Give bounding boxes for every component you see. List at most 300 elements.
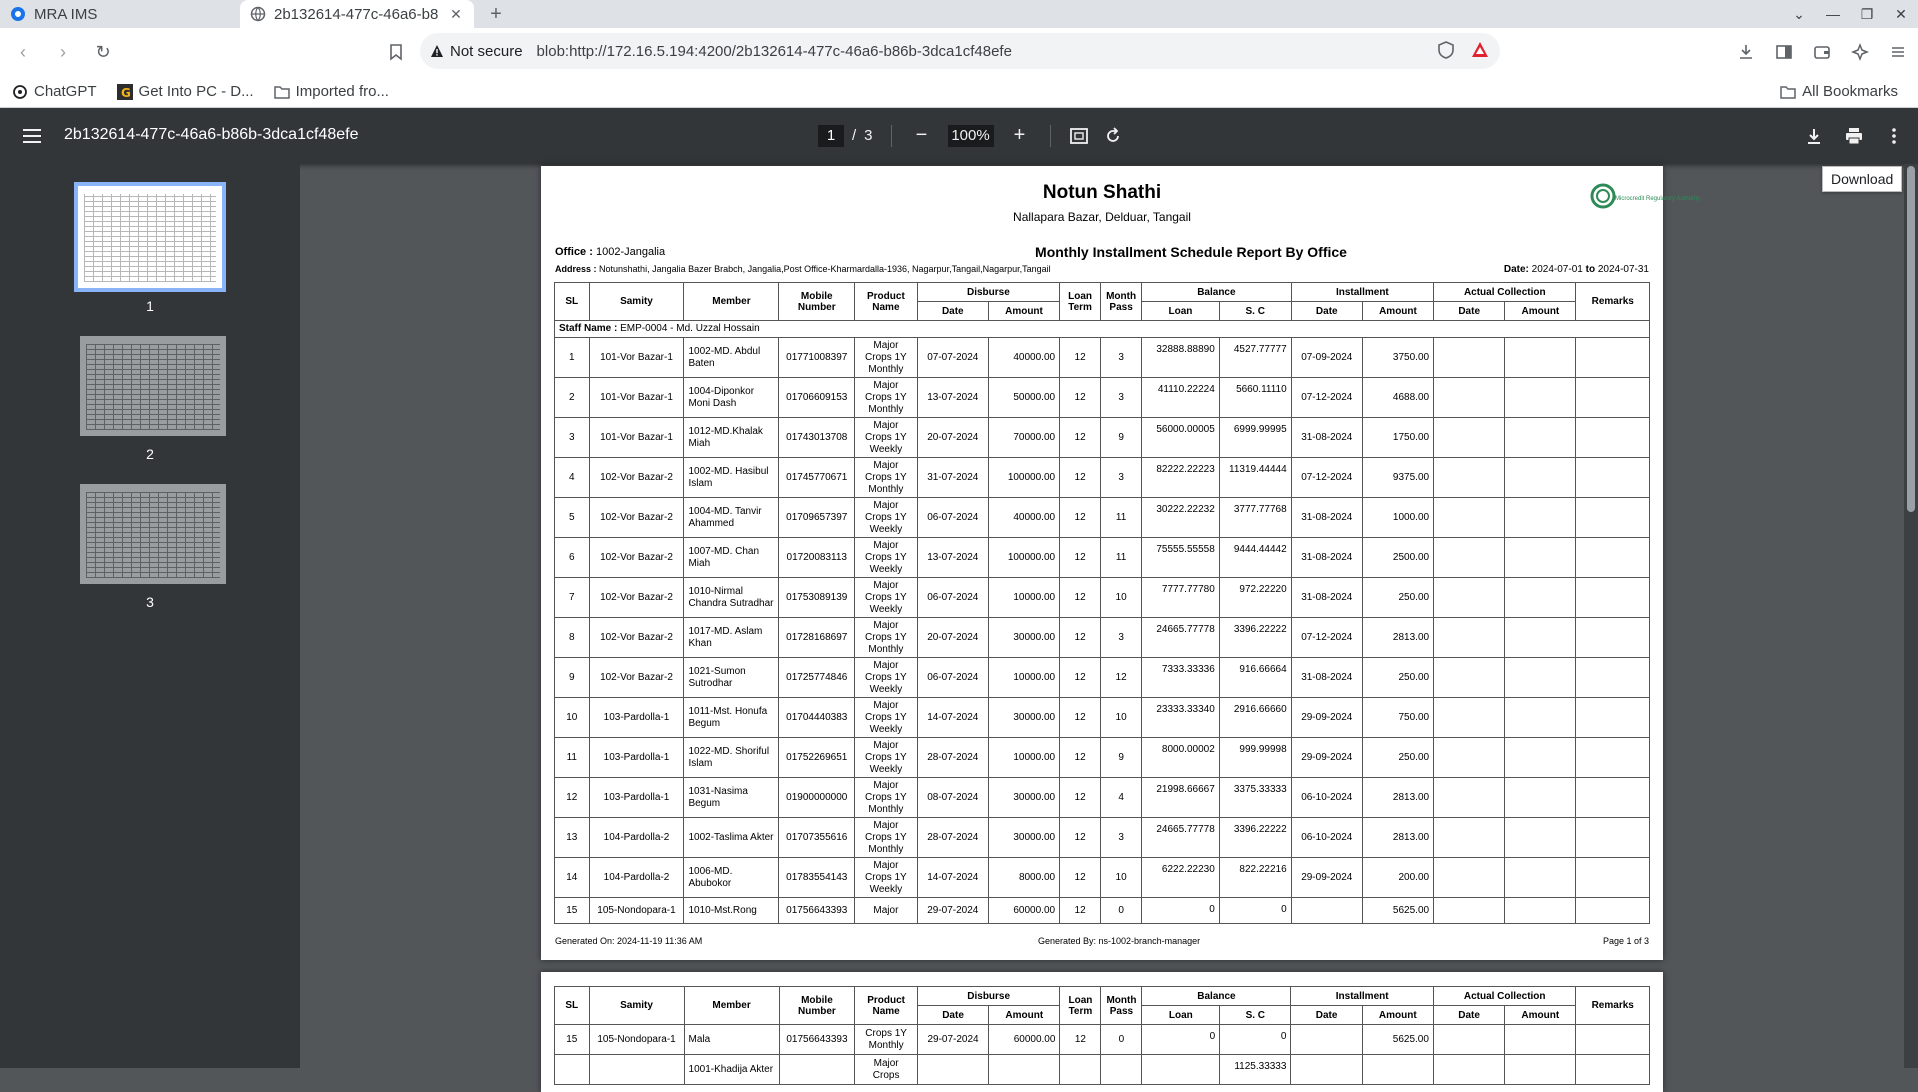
cell-sc: 3396.22222 — [1219, 618, 1291, 658]
col-actual-date: Date — [1433, 1006, 1504, 1025]
table-row — [555, 818, 1650, 858]
tab-mra-ims[interactable] — [0, 0, 240, 28]
back-icon[interactable]: ‹ — [20, 41, 26, 62]
cell-actual-amount — [1505, 778, 1576, 818]
current-page-input[interactable]: 1 — [818, 125, 844, 147]
cell-sl: 11 — [555, 738, 590, 778]
cell-actual-amount — [1505, 578, 1576, 618]
table-row — [555, 538, 1650, 578]
mra-logo-icon — [1589, 180, 1701, 224]
col-samity: Samity — [589, 987, 684, 1025]
cell-loan: 23333.33340 — [1142, 698, 1220, 738]
sidebar-icon[interactable] — [1772, 40, 1796, 64]
cell-actual-amount — [1505, 738, 1576, 778]
cell-ddate: 14-07-2024 — [917, 698, 988, 738]
cell-idate: 31-08-2024 — [1291, 538, 1362, 578]
col-month-pass: Month Pass — [1101, 283, 1142, 321]
cell-sc: 3396.22222 — [1219, 818, 1291, 858]
cell-actual-date — [1434, 578, 1505, 618]
col-balance-sc: S. C — [1219, 302, 1291, 321]
cell-product: Major Crops 1Y Monthly — [855, 378, 918, 418]
cell-iamount: 250.00 — [1362, 658, 1433, 698]
organization-address: Nallapara Bazar, Delduar, Tangail — [1013, 210, 1191, 224]
hamburger-menu-icon[interactable] — [20, 124, 44, 148]
thumbnail-preview — [86, 492, 220, 578]
reload-icon[interactable]: ↻ — [95, 41, 111, 62]
table-row — [555, 658, 1650, 698]
table-row — [555, 618, 1650, 658]
cell-pass: 9 — [1101, 418, 1142, 458]
cell-sl: 5 — [555, 498, 590, 538]
url-text[interactable]: blob:http://172.16.5.194:4200/2b132614-477c-46a6-b86b-3dca1cf48efe — [536, 42, 1012, 60]
cell-mobile: 01753089139 — [779, 578, 855, 618]
cell-pass: 12 — [1101, 658, 1142, 698]
cell-loan: 6222.22230 — [1142, 858, 1220, 898]
tab-search-icon[interactable]: ⌄ — [1793, 5, 1805, 22]
cell-iamount: 5625.00 — [1362, 1025, 1433, 1055]
cell-remarks — [1576, 778, 1650, 818]
cell-idate: 29-09-2024 — [1291, 858, 1362, 898]
col-sl: SL — [555, 283, 590, 321]
col-balance-loan: Loan — [1142, 1006, 1220, 1025]
cell-idate: 31-08-2024 — [1291, 498, 1362, 538]
cell-remarks — [1576, 618, 1650, 658]
cell-damount: 50000.00 — [988, 378, 1059, 418]
security-indicator[interactable] — [430, 43, 523, 60]
cell-member: 1022-MD. Shoriful Islam — [684, 738, 779, 778]
cell-member: 1002-Taslima Akter — [684, 818, 779, 858]
col-actual-collection: Actual Collection — [1434, 283, 1576, 302]
cell-loan: 0 — [1142, 898, 1220, 924]
cell-pass: 10 — [1101, 858, 1142, 898]
cell-samity: 102-Vor Bazar-2 — [589, 458, 684, 498]
downloads-icon[interactable] — [1734, 40, 1758, 64]
date-to-label: to — [1585, 264, 1596, 275]
cell-term: 12 — [1060, 1025, 1101, 1055]
table-row — [555, 778, 1650, 818]
cell-actual-amount — [1505, 1055, 1576, 1085]
cell-term: 12 — [1060, 818, 1101, 858]
svg-text:G: G — [120, 85, 131, 100]
generated-on: Generated On: 2024-11-19 11:36 AM — [555, 936, 703, 946]
cell-mobile: 01743013708 — [779, 418, 855, 458]
col-mobile: Mobile Number — [779, 987, 855, 1025]
cell-iamount: 4688.00 — [1362, 378, 1433, 418]
thumbnail-preview — [86, 344, 220, 430]
tab-pdf-blob[interactable] — [240, 0, 474, 28]
mra-favicon-icon — [10, 6, 26, 22]
col-installment-date: Date — [1291, 1006, 1362, 1025]
cell-idate: 06-10-2024 — [1291, 778, 1362, 818]
col-disburse-amount: Amount — [989, 1006, 1060, 1025]
cell-term: 12 — [1060, 858, 1101, 898]
cell-member: 1010-Nirmal Chandra Sutradhar — [684, 578, 779, 618]
cell-term: 12 — [1060, 338, 1101, 378]
cell-pass: 9 — [1101, 738, 1142, 778]
bookmarks-bar — [0, 76, 1918, 108]
cell-sl: 1 — [555, 338, 590, 378]
cell-term: 12 — [1060, 658, 1101, 698]
table-row — [555, 378, 1650, 418]
cell-actual-amount — [1505, 898, 1576, 924]
cell-loan: 30222.22232 — [1142, 498, 1220, 538]
col-disburse-amount: Amount — [988, 302, 1059, 321]
col-product: Product Name — [855, 987, 918, 1025]
logo-text: Microcredit Regulatory Authority — [1615, 196, 1701, 202]
cell-remarks — [1576, 418, 1650, 458]
cell-samity: 101-Vor Bazar-1 — [589, 418, 684, 458]
cell-sc: 0 — [1219, 898, 1291, 924]
cell-actual-date — [1434, 538, 1505, 578]
cell-sl: 13 — [555, 818, 590, 858]
bookmark-label: Get Into PC - D... — [138, 83, 254, 100]
cell-actual-amount — [1505, 338, 1576, 378]
cell-samity: 102-Vor Bazar-2 — [589, 658, 684, 698]
col-installment: Installment — [1291, 987, 1434, 1006]
cell-sl: 3 — [555, 418, 590, 458]
cell-idate — [1291, 1025, 1362, 1055]
cell-ddate: 08-07-2024 — [917, 778, 988, 818]
cell-ddate: 28-07-2024 — [917, 738, 988, 778]
cell-sc: 6999.99995 — [1219, 418, 1291, 458]
table-row — [555, 498, 1650, 538]
cell-damount — [989, 1055, 1060, 1085]
cell-actual-amount — [1505, 498, 1576, 538]
window-controls — [1782, 0, 1918, 28]
cell-damount: 100000.00 — [988, 538, 1059, 578]
cell-mobile: 01704440383 — [779, 698, 855, 738]
cell-term: 12 — [1060, 418, 1101, 458]
cell-iamount: 2813.00 — [1362, 818, 1433, 858]
maximize-icon[interactable]: ❐ — [1860, 5, 1874, 22]
col-remarks: Remarks — [1576, 987, 1650, 1025]
cell-sc: 3777.77768 — [1219, 498, 1291, 538]
address-value: Notunshathi, Jangalia Bazer Brabch, Jangalia,Post Office-Kharmardalla-1936, Nagarpur,Tangail,Nagarpur,Tangail — [599, 264, 1051, 274]
cell-actual-date — [1434, 418, 1505, 458]
cell-sc: 2916.66660 — [1219, 698, 1291, 738]
cell-ddate: 06-07-2024 — [917, 658, 988, 698]
tab-title: MRA IMS — [34, 5, 98, 23]
cell-loan: 32888.88890 — [1142, 338, 1220, 378]
cell-sl: 8 — [555, 618, 590, 658]
cell-loan: 75555.55558 — [1142, 538, 1220, 578]
col-balance: Balance — [1142, 283, 1292, 302]
minimize-icon[interactable]: — — [1826, 6, 1840, 22]
cell-mobile: 01725774846 — [779, 658, 855, 698]
cell-actual-amount — [1505, 658, 1576, 698]
cell-remarks — [1576, 1055, 1650, 1085]
all-bookmarks[interactable] — [1780, 83, 1898, 100]
wallet-icon[interactable] — [1810, 40, 1834, 64]
col-balance-sc: S. C — [1220, 1006, 1291, 1025]
cell-iamount: 3750.00 — [1362, 338, 1433, 378]
cell-damount: 10000.00 — [988, 578, 1059, 618]
cell-idate: 29-09-2024 — [1291, 698, 1362, 738]
thumbnail-label: 3 — [146, 594, 154, 610]
warning-icon — [430, 44, 444, 58]
cell-sc: 972.22220 — [1219, 578, 1291, 618]
cell-product: Major Crops 1Y Monthly — [855, 618, 918, 658]
cell-idate: 29-09-2024 — [1291, 738, 1362, 778]
table-row — [555, 1055, 1650, 1085]
cell-mobile: 01707355616 — [779, 818, 855, 858]
date-label: Date: — [1503, 264, 1529, 275]
cell-member: 1017-MD. Aslam Khan — [684, 618, 779, 658]
bookmark-imported[interactable] — [274, 83, 389, 100]
cell-member: 1021-Sumon Sutrodhar — [684, 658, 779, 698]
cell-remarks — [1576, 898, 1650, 924]
cell-loan: 8000.00002 — [1142, 738, 1220, 778]
cell-member: 1010-Mst.Rong — [684, 898, 779, 924]
staff-row — [555, 321, 1650, 338]
col-installment-amount: Amount — [1362, 1006, 1433, 1025]
more-options-icon[interactable] — [1880, 122, 1908, 150]
cell-actual-date — [1433, 1055, 1504, 1085]
cell-sl: 6 — [555, 538, 590, 578]
address-extensions — [1436, 40, 1490, 60]
zoom-out-icon[interactable]: − — [915, 124, 928, 146]
cell-idate: 07-12-2024 — [1291, 378, 1362, 418]
cell-actual-date — [1434, 698, 1505, 738]
cell-actual-date — [1433, 1025, 1504, 1055]
cell-sl: 15 — [555, 898, 590, 924]
col-disburse: Disburse — [917, 283, 1059, 302]
cell-pass: 3 — [1101, 458, 1142, 498]
cell-actual-amount — [1505, 618, 1576, 658]
cell-product: Major Crops 1Y Monthly — [855, 818, 918, 858]
col-loan-term: Loan Term — [1060, 283, 1101, 321]
cell-member: 1006-MD. Abubokor — [684, 858, 779, 898]
cell-pass: 10 — [1101, 698, 1142, 738]
bookmark-page-icon[interactable] — [386, 42, 406, 62]
pdf-toolbar-right — [1800, 122, 1908, 150]
date-from: 2024-07-01 — [1531, 264, 1583, 275]
security-text: Not secure — [450, 42, 523, 60]
bookmark-label: ChatGPT — [34, 83, 97, 100]
table-row — [555, 578, 1650, 618]
cell-remarks — [1576, 858, 1650, 898]
cell-samity — [589, 1055, 684, 1085]
total-pages: 3 — [864, 127, 873, 144]
cell-samity: 104-Pardolla-2 — [589, 818, 684, 858]
vertical-scrollbar[interactable] — [1904, 164, 1918, 1068]
cell-actual-amount — [1505, 858, 1576, 898]
col-loan-term: Loan Term — [1060, 987, 1101, 1025]
cell-samity: 105-Nondopara-1 — [589, 1025, 684, 1055]
cell-ddate: 13-07-2024 — [917, 538, 988, 578]
table-row — [555, 858, 1650, 898]
col-balance: Balance — [1142, 987, 1291, 1006]
leo-ai-icon[interactable] — [1848, 40, 1872, 64]
rotate-icon[interactable] — [1103, 126, 1123, 146]
cell-pass — [1101, 1055, 1142, 1085]
cell-actual-date — [1434, 618, 1505, 658]
cell-actual-amount — [1505, 418, 1576, 458]
cell-pass: 3 — [1101, 378, 1142, 418]
cell-term: 12 — [1060, 578, 1101, 618]
page-thumbnail-1[interactable] — [74, 182, 226, 292]
cell-loan: 82222.22223 — [1142, 458, 1220, 498]
cell-sl: 2 — [555, 378, 590, 418]
cell-iamount — [1362, 1055, 1433, 1085]
cell-loan: 0 — [1142, 1025, 1220, 1055]
pdf-toolbar — [0, 108, 1918, 164]
cell-ddate: 31-07-2024 — [917, 458, 988, 498]
cell-sc: 5660.11110 — [1219, 378, 1291, 418]
staff-label: Staff Name : — [559, 323, 618, 334]
cell-term: 12 — [1060, 738, 1101, 778]
close-tab-icon[interactable]: ✕ — [450, 6, 462, 22]
date-range — [1504, 264, 1649, 275]
cell-product: Major Crops 1Y Weekly — [855, 858, 918, 898]
cell-mobile: 01900000000 — [779, 778, 855, 818]
cell-term: 12 — [1060, 698, 1101, 738]
cell-remarks — [1576, 538, 1650, 578]
cell-samity: 103-Pardolla-1 — [589, 738, 684, 778]
address-info — [555, 264, 1051, 274]
cell-remarks — [1576, 818, 1650, 858]
cell-samity: 101-Vor Bazar-1 — [589, 378, 684, 418]
zoom-input[interactable]: 100% — [948, 125, 994, 147]
cell-product: Major — [855, 898, 918, 924]
close-window-icon[interactable]: ✕ — [1895, 5, 1907, 22]
cell-member: 1007-MD. Chan Miah — [684, 538, 779, 578]
cell-mobile: 01728168697 — [779, 618, 855, 658]
cell-sl: 15 — [555, 1025, 590, 1055]
shield-icon[interactable] — [1436, 40, 1456, 60]
cell-actual-amount — [1505, 378, 1576, 418]
cell-damount: 60000.00 — [988, 898, 1059, 924]
zoom-in-icon[interactable]: + — [1013, 124, 1026, 146]
brave-rewards-icon[interactable] — [1470, 40, 1490, 60]
cell-remarks — [1576, 378, 1650, 418]
cell-remarks — [1576, 698, 1650, 738]
cell-actual-date — [1434, 898, 1505, 924]
col-actual-amount: Amount — [1505, 302, 1576, 321]
cell-sc: 3375.33333 — [1219, 778, 1291, 818]
cell-damount: 30000.00 — [988, 618, 1059, 658]
cell-product: Major Crops 1Y Monthly — [855, 778, 918, 818]
col-installment-amount: Amount — [1362, 302, 1433, 321]
cell-loan: 7777.77780 — [1142, 578, 1220, 618]
col-disburse-date: Date — [917, 302, 988, 321]
menu-icon[interactable] — [1886, 40, 1910, 64]
page-thumbnail-3[interactable] — [80, 484, 226, 584]
new-tab-button[interactable]: + — [490, 2, 502, 25]
cell-sc: 11319.44444 — [1219, 458, 1291, 498]
cell-idate: 07-12-2024 — [1291, 458, 1362, 498]
cell-iamount: 2813.00 — [1362, 778, 1433, 818]
address-label: Address : — [555, 264, 597, 274]
page-thumbnail-2[interactable] — [80, 336, 226, 436]
address-bar[interactable] — [420, 33, 1500, 69]
cell-mobile: 01706609153 — [779, 378, 855, 418]
getintopc-icon — [117, 84, 133, 100]
cell-idate — [1291, 1055, 1362, 1085]
cell-actual-date — [1434, 858, 1505, 898]
cell-ddate: 29-07-2024 — [917, 1025, 988, 1055]
report-title: Monthly Installment Schedule Report By Office — [1035, 244, 1347, 260]
cell-idate: 31-08-2024 — [1291, 418, 1362, 458]
cell-member: 1004-Diponkor Moni Dash — [684, 378, 779, 418]
table-row — [555, 738, 1650, 778]
cell-iamount: 250.00 — [1362, 738, 1433, 778]
pdf-page-1 — [541, 166, 1701, 960]
cell-samity: 102-Vor Bazar-2 — [589, 618, 684, 658]
cell-damount: 70000.00 — [988, 418, 1059, 458]
cell-sc: 999.99998 — [1219, 738, 1291, 778]
cell-product: Major Crops 1Y Weekly — [855, 418, 918, 458]
cell-idate: 06-10-2024 — [1291, 818, 1362, 858]
fit-page-icon[interactable] — [1069, 126, 1089, 146]
cell-idate: 07-09-2024 — [1291, 338, 1362, 378]
cell-sc: 822.22216 — [1219, 858, 1291, 898]
staff-value: EMP-0004 - Md. Uzzal Hossain — [620, 323, 760, 334]
cell-loan: 24665.77778 — [1142, 818, 1220, 858]
cell-ddate: 06-07-2024 — [917, 578, 988, 618]
cell-damount: 10000.00 — [988, 738, 1059, 778]
cell-term: 12 — [1060, 618, 1101, 658]
cell-loan: 24665.77778 — [1142, 618, 1220, 658]
page-separator: / — [852, 127, 857, 144]
col-member: Member — [684, 987, 779, 1025]
print-icon[interactable] — [1840, 122, 1868, 150]
cell-member: Mala — [684, 1025, 779, 1055]
document-title: 2b132614-477c-46a6-b86b-3dca1cf48efe — [64, 126, 359, 143]
cell-samity: 104-Pardolla-2 — [589, 858, 684, 898]
cell-damount: 60000.00 — [989, 1025, 1060, 1055]
cell-term: 12 — [1060, 498, 1101, 538]
cell-remarks — [1576, 738, 1650, 778]
cell-iamount: 200.00 — [1362, 858, 1433, 898]
cell-loan: 56000.00005 — [1142, 418, 1220, 458]
cell-sl: 4 — [555, 458, 590, 498]
cell-mobile: 01771008397 — [779, 338, 855, 378]
cell-sl: 9 — [555, 658, 590, 698]
cell-damount: 40000.00 — [988, 498, 1059, 538]
cell-loan: 41110.22224 — [1142, 378, 1220, 418]
cell-samity: 102-Vor Bazar-2 — [589, 538, 684, 578]
cell-sc: 9444.44442 — [1219, 538, 1291, 578]
cell-pass: 3 — [1101, 338, 1142, 378]
col-actual-date: Date — [1434, 302, 1505, 321]
cell-samity: 105-Nondopara-1 — [589, 898, 684, 924]
pdf-page-2 — [541, 972, 1663, 1092]
staff-cell — [555, 321, 1650, 338]
cell-term: 12 — [1060, 458, 1101, 498]
cell-product: Major Crops 1Y Weekly — [855, 658, 918, 698]
cell-pass: 0 — [1101, 898, 1142, 924]
cell-product: Major Crops 1Y Weekly — [855, 698, 918, 738]
office-value: 1002-Jangalia — [595, 246, 666, 258]
cell-loan: 7333.33336 — [1142, 658, 1220, 698]
col-installment-date: Date — [1291, 302, 1362, 321]
folder-icon — [1780, 84, 1796, 100]
cell-sl — [555, 1055, 590, 1085]
forward-icon[interactable]: › — [60, 41, 66, 62]
cell-pass: 11 — [1101, 538, 1142, 578]
chatgpt-icon — [12, 84, 28, 100]
cell-mobile: 01709657397 — [779, 498, 855, 538]
scrollbar-thumb[interactable] — [1907, 166, 1915, 512]
cell-remarks — [1576, 338, 1650, 378]
bookmark-getintopc[interactable] — [117, 83, 254, 100]
download-icon[interactable] — [1800, 122, 1828, 150]
cell-term: 12 — [1060, 778, 1101, 818]
col-mobile: Mobile Number — [779, 283, 855, 321]
bookmark-chatgpt[interactable] — [12, 83, 97, 100]
cell-sl: 14 — [555, 858, 590, 898]
